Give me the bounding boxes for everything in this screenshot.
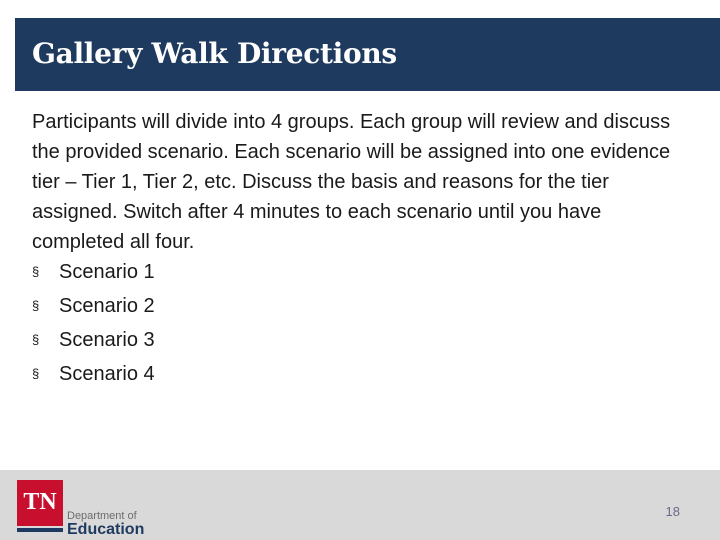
department-text: Department of	[67, 510, 137, 522]
logo-underline	[17, 528, 63, 532]
tn-logo-mark	[17, 480, 63, 526]
scenario-label: Scenario 4	[59, 363, 155, 385]
scenario-label: Scenario 3	[59, 329, 155, 351]
scenario-list	[32, 255, 155, 391]
bullet-icon: §	[32, 332, 40, 347]
bullet-icon: §	[32, 366, 40, 381]
tn-logo-text: TN	[23, 489, 57, 515]
scenario-label: Scenario 2	[59, 295, 155, 317]
bullet-icon: §	[32, 298, 40, 313]
list-item	[32, 357, 155, 391]
page-number: 18	[665, 504, 680, 519]
list-item	[32, 289, 155, 323]
list-item	[32, 255, 155, 289]
slide-title: Gallery Walk Directions	[32, 37, 397, 70]
education-text: Education	[67, 521, 145, 538]
list-item	[32, 323, 155, 357]
title-bar	[15, 18, 720, 91]
tn-education-logo	[17, 480, 157, 538]
scenario-label: Scenario 1	[59, 261, 155, 283]
footer-bar	[0, 470, 720, 540]
directions-paragraph: Participants will divide into 4 groups. Each group will review and discuss the provided scenario. Each scenario will be assigned into one evidence tier – Tier 1, Tier 2, etc. Discuss the basis and reasons for the tier assigned. Switch after 4 minutes to each scenario until you have completed all four.	[32, 111, 671, 253]
bullet-icon: §	[32, 264, 40, 279]
